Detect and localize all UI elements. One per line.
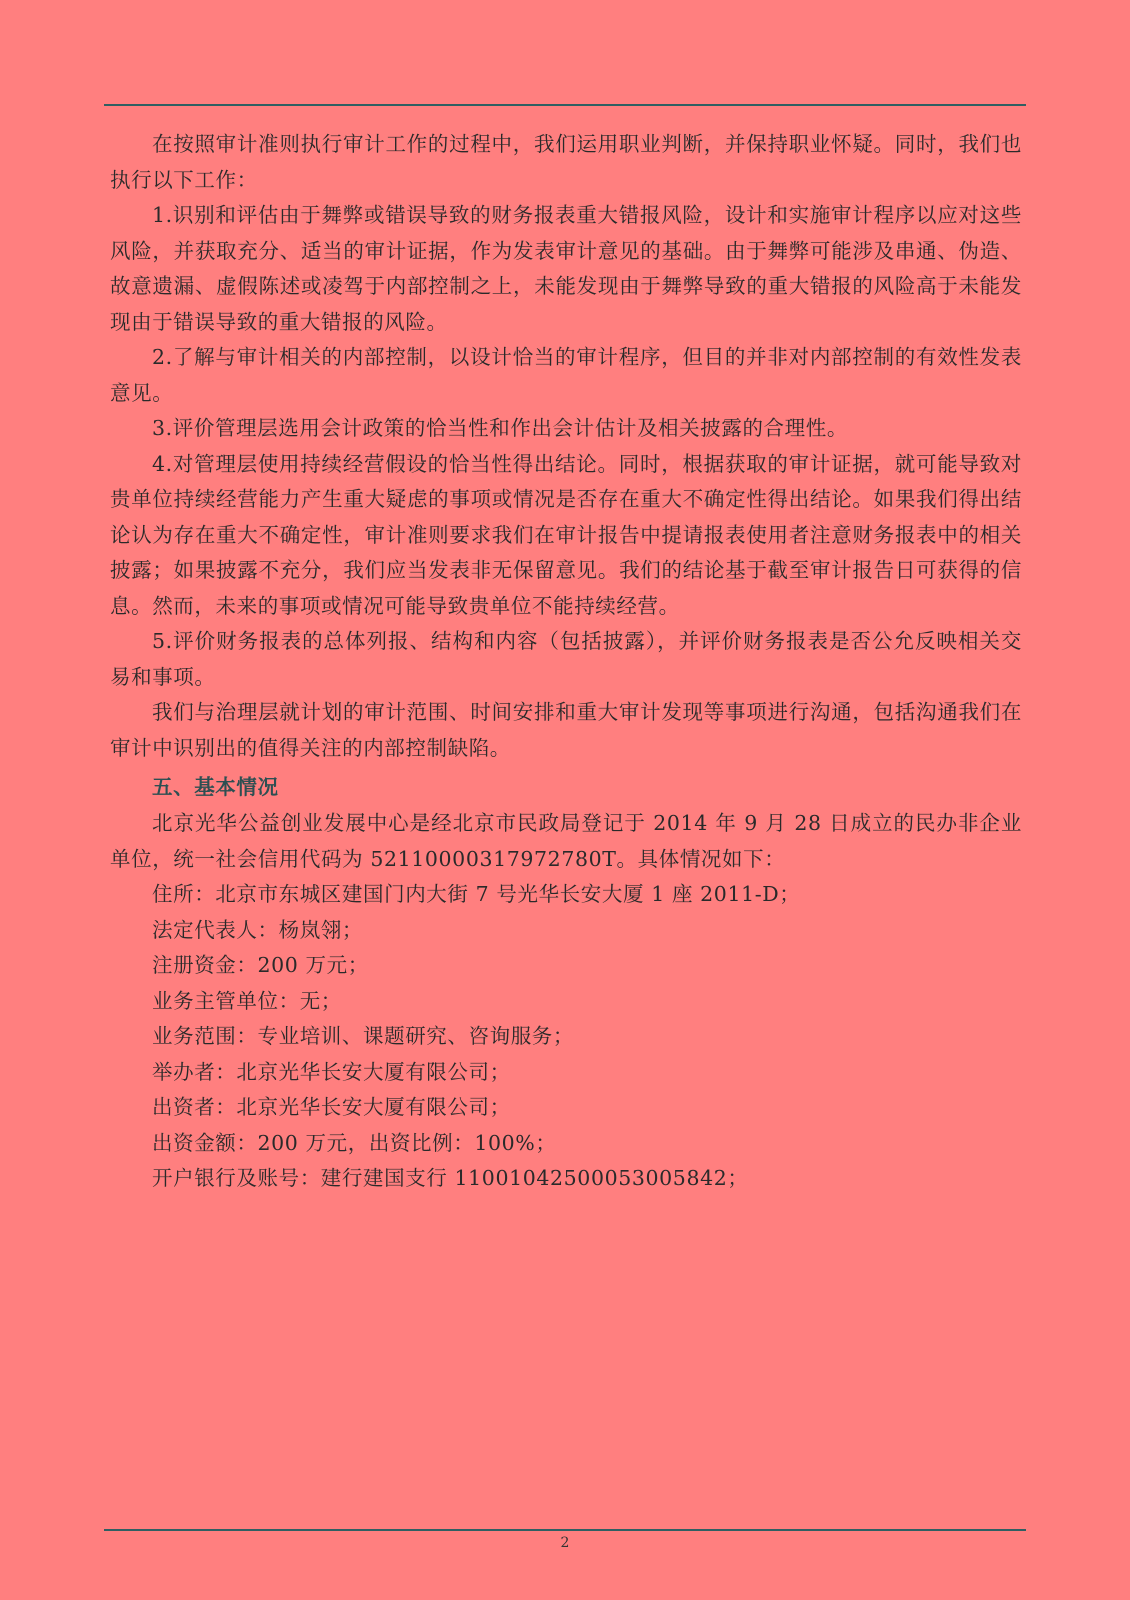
info-legal-representative: 法定代表人：杨岚翎； [152,917,363,942]
info-registered-capital: 注册资金：200 万元； [152,953,369,977]
info-investment-amount: 出资金额：200 万元，出资比例：100%； [152,1130,557,1155]
info-investor: 出资者：北京光华长安大厦有限公司； [152,1095,511,1119]
paragraph-item-3: 3.评价管理层选用会计政策的恰当性和作出会计估计及相关披露的合理性。 [152,416,848,440]
header-rule [104,104,1026,106]
info-bank-account: 开户银行及账号：建行建国支行 11001042500053005842； [152,1166,749,1190]
document-body [110,127,1022,1197]
paragraph-item-5: 5.评价财务报表的总体列报、结构和内容（包括披露），并评价财务报表是否公允反映相关交易和事项。 [110,629,1022,689]
paragraph-item-2: 2.了解与审计相关的内部控制，以设计恰当的审计程序，但目的并非对内部控制的有效性发表意见。 [110,345,1022,405]
paragraph-communication: 我们与治理层就计划的审计范围、时间安排和重大审计发现等事项进行沟通，包括沟通我们在审计中识别出的值得关注的内部控制缺陷。 [110,700,1022,760]
info-supervising-unit: 业务主管单位：无； [152,988,342,1013]
footer-rule [104,1529,1026,1531]
paragraph-item-4: 4.对管理层使用持续经营假设的恰当性得出结论。同时，根据获取的审计证据，就可能导致对贵单位持续经营能力产生重大疑虑的事项或情况是否存在重大不确定性得出结论。如果我们得出结论认为存在重大不确定性，审计准则要求我们在审计报告中提请报表使用者注意财务报表中的相关披露；如果披露不充分，我们应当发表非无保留意见。我们的结论基于截至审计报告日可获得的信息。然而，未来的事项或情况可能导致贵单位不能持续经营。 [110,451,1022,618]
info-address: 住所：北京市东城区建国门内大街 7 号光华长安大厦 1 座 2011-D； [152,882,801,906]
page-number: 2 [560,1535,570,1551]
section-intro: 北京光华公益创业发展中心是经北京市民政局登记于 2014 年 9 月 28 日成立的民办非企业单位，统一社会信用代码为 52110000317972780T。具体情况如下： [110,811,1022,871]
info-founder: 举办者：北京光华长安大厦有限公司； [152,1059,511,1084]
section-heading: 五、基本情况 [152,775,279,799]
info-business-scope: 业务范围：专业培训、课题研究、咨询服务； [152,1024,574,1048]
paragraph-intro: 在按照审计准则执行审计工作的过程中，我们运用职业判断，并保持职业怀疑。同时，我们也执行以下工作： [110,132,1022,192]
paragraph-item-1: 1.识别和评估由于舞弊或错误导致的财务报表重大错报风险，设计和实施审计程序以应对这些风险，并获取充分、适当的审计证据，作为发表审计意见的基础。由于舞弊可能涉及串通、伪造、故意遗漏、虚假陈述或凌驾于内部控制之上，未能发现由于舞弊导致的重大错报的风险高于未能发现由于错误导致的重大错报的风险。 [110,203,1022,334]
